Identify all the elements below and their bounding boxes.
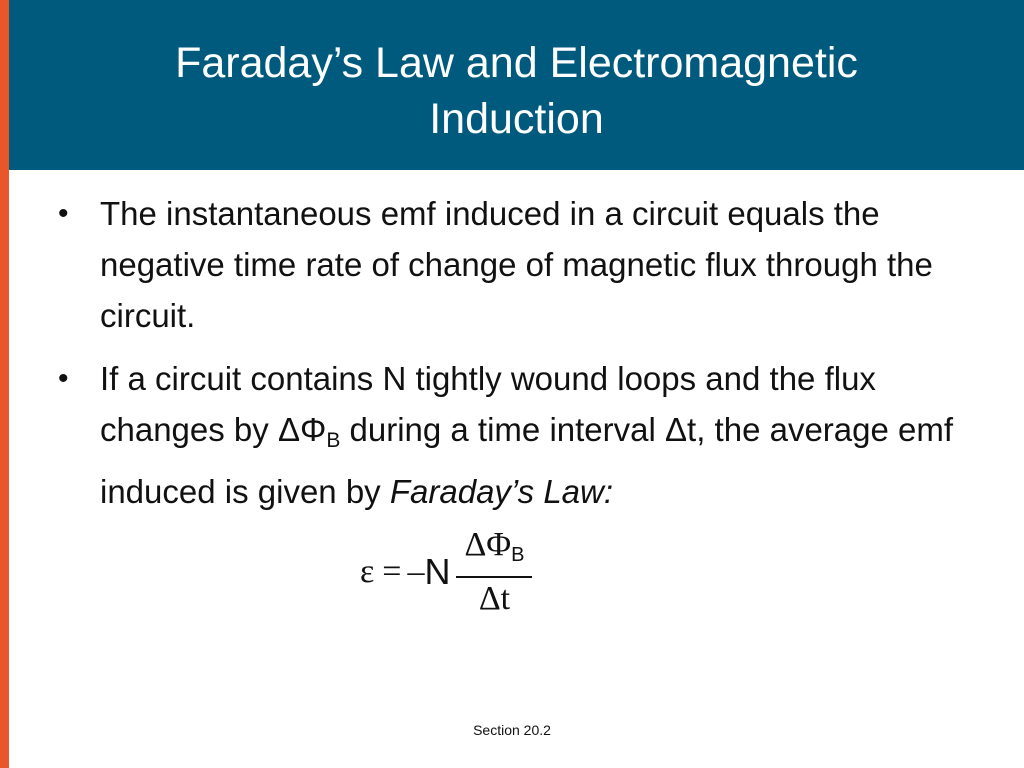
accent-bar (0, 0, 9, 768)
bullet-text (100, 353, 978, 517)
footer-section-label: Section 20.2 (473, 722, 551, 738)
fraction-denominator: Δt (478, 580, 511, 617)
bullet-item (58, 188, 978, 341)
loop-count-symbol: N (424, 551, 451, 592)
fraction-numerator (460, 524, 528, 576)
fraction (456, 524, 532, 620)
numerator-symbol: ΔΦ (464, 526, 512, 563)
equals-sign: = (382, 553, 402, 590)
bullet-icon: • (58, 362, 69, 395)
numerator-subscript: B (511, 544, 525, 566)
slide-title: Faraday’s Law and Electromagnetic Induction (175, 39, 858, 143)
faraday-equation (360, 522, 532, 622)
bullet-item (58, 353, 978, 517)
flux-subscript: B (326, 429, 341, 452)
title-band (9, 0, 1024, 170)
law-name: Faraday’s Law: (389, 473, 614, 510)
bullet-text: The instantaneous emf induced in a circuit equals the negative time rate of change of magnetic flux through the circuit. (100, 195, 933, 334)
bullet-text-part2: during a time interval Δt, the average emf induced is given by (100, 411, 954, 510)
bullet-icon: • (58, 197, 69, 230)
bullet-list (58, 188, 978, 529)
bullet-text-part1: If a circuit contains N tightly wound loops and the flux changes by ΔΦ (100, 360, 876, 448)
emf-symbol: ε (360, 553, 375, 590)
minus-sign: – (407, 553, 425, 590)
